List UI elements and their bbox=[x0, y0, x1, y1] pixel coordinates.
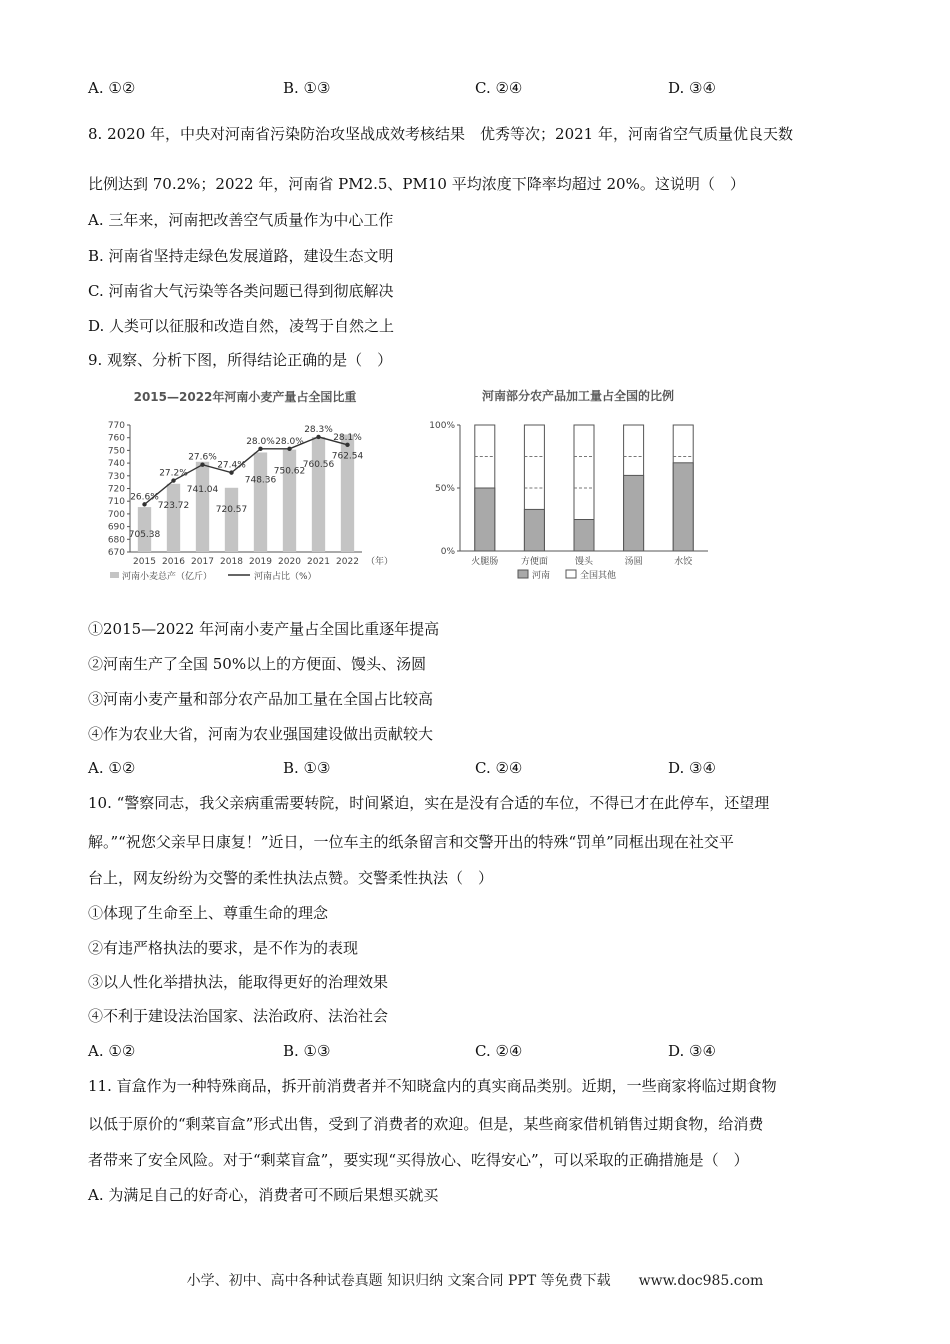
x-tick-label: 2019 bbox=[249, 557, 272, 567]
legend-line-label: 河南占比（%） bbox=[254, 572, 317, 582]
wheat-output-bar bbox=[196, 462, 209, 552]
bar-value-label: 750.62 bbox=[273, 466, 306, 477]
chart-title: 2015—2022年河南小麦产量占全国比重 bbox=[133, 390, 357, 404]
share-label: 28.1% bbox=[333, 432, 362, 443]
share-label: 26.6% bbox=[130, 492, 159, 503]
y-tick-label: 750 bbox=[107, 446, 125, 457]
q10-statement-3: ③以人性化举措执法，能取得更好的治理效果 bbox=[88, 973, 389, 991]
bar-value-label: 720.57 bbox=[215, 504, 248, 515]
q8-option-d[interactable]: D. 人类可以征服和改造自然，凌驾于自然之上 bbox=[88, 317, 395, 335]
q7-option-b[interactable]: B. ①③ bbox=[283, 79, 331, 97]
henan-segment bbox=[524, 509, 544, 551]
share-point bbox=[316, 435, 320, 439]
y-tick-label: 760 bbox=[107, 433, 125, 444]
bar-value-label: 741.04 bbox=[186, 484, 219, 495]
x-tick-label: 2021 bbox=[307, 557, 330, 567]
wheat-output-bar bbox=[167, 484, 180, 552]
q10-statement-2: ②有违严格执法的要求，是不作为的表现 bbox=[88, 939, 359, 957]
x-tick-label: 馒头 bbox=[574, 557, 594, 567]
share-point bbox=[200, 462, 204, 466]
y-tick-label: 730 bbox=[107, 471, 125, 482]
wheat-output-bar bbox=[225, 488, 238, 552]
y-tick-label: 700 bbox=[107, 509, 125, 520]
share-point bbox=[258, 447, 262, 451]
bar-value-label: 705.38 bbox=[128, 530, 161, 541]
y-tick-label: 680 bbox=[107, 535, 125, 546]
q11-stem-line-3: 者带来了安全风险。对于“剩菜盲盒”，要实现“买得放心、吃得安心”，可以采取的正确措施是（ ） bbox=[88, 1151, 749, 1169]
legend-henan-label: 河南 bbox=[532, 571, 551, 581]
share-point bbox=[229, 470, 233, 474]
bar-value-label: 748.36 bbox=[244, 475, 277, 486]
q10-option-d[interactable]: D. ③④ bbox=[668, 1042, 716, 1060]
share-label: 28.0% bbox=[275, 436, 304, 447]
henan-segment bbox=[475, 488, 495, 551]
share-label: 28.0% bbox=[246, 436, 275, 447]
legend-henan-swatch bbox=[518, 570, 528, 578]
x-tick-label: 2020 bbox=[278, 557, 301, 567]
q8-stem-line-1: 8. 2020 年，中央对河南省污染防治攻坚战成效考核结果 优秀等次；2021 年，河南省空气质量优良天数 bbox=[88, 125, 793, 143]
bar-value-label: 762.54 bbox=[331, 451, 364, 462]
q11-stem-line-1: 11. 盲盒作为一种特殊商品，拆开前消费者并不知晓盒内的真实商品类别。近期，一些商家将临过期食物 bbox=[88, 1077, 777, 1095]
henan-segment bbox=[574, 520, 594, 552]
wheat-output-bar bbox=[283, 450, 296, 552]
y-tick-label: 770 bbox=[107, 421, 125, 431]
q10-stem-line-1: 10. “警察同志，我父亲病重需要转院，时间紧迫，实在是没有合适的车位，不得已才在此停车，还望理 bbox=[88, 794, 770, 812]
q10-statement-1: ①体现了生命至上、尊重生命的理念 bbox=[88, 904, 329, 922]
x-tick-label: 2022 bbox=[336, 557, 359, 567]
q9-stem: 9. 观察、分析下图，所得结论正确的是（ ） bbox=[88, 351, 393, 369]
q9-statement-3: ③河南小麦产量和部分农产品加工量在全国占比较高 bbox=[88, 690, 434, 708]
q10-stem-line-3: 台上，网友纷纷为交警的柔性执法点赞。交警柔性执法（ ） bbox=[88, 869, 494, 887]
henan-segment bbox=[624, 475, 644, 551]
q10-stem-line-2: 解。”“祝您父亲早日康复！”近日，一位车主的纸条留言和交警开出的特殊“罚单”同框出现在社交平 bbox=[88, 833, 734, 851]
x-tick-label: 方便面 bbox=[520, 557, 548, 567]
share-point bbox=[142, 502, 146, 506]
q9-statement-2: ②河南生产了全国 50%以上的方便面、馒头、汤圆 bbox=[88, 655, 427, 673]
q10-option-b[interactable]: B. ①③ bbox=[283, 1042, 331, 1060]
processing-share-chart bbox=[420, 380, 720, 590]
q11-stem-line-2: 以低于原价的“剩菜盲盒”形式出售，受到了消费者的欢迎。但是，某些商家借机销售过期食物，给消费 bbox=[88, 1115, 764, 1133]
q8-stem-line-2: 比例达到 70.2%；2022 年，河南省 PM2.5、PM10 平均浓度下降率均超过 20%。这说明（ ） bbox=[88, 175, 745, 193]
q9-statement-1: ①2015—2022 年河南小麦产量占全国比重逐年提高 bbox=[88, 620, 440, 638]
share-point bbox=[345, 443, 349, 447]
legend-bar-swatch bbox=[110, 572, 119, 578]
share-label: 27.6% bbox=[188, 452, 217, 463]
q8-option-b[interactable]: B. 河南省坚持走绿色发展道路，建设生态文明 bbox=[88, 247, 394, 265]
legend-other-label: 全国其他 bbox=[580, 571, 617, 581]
share-label: 28.3% bbox=[304, 424, 333, 435]
y-tick-label: 690 bbox=[107, 522, 125, 533]
q7-option-a[interactable]: A. ①② bbox=[88, 79, 136, 97]
chart-title: 河南部分农产品加工量占全国的比例 bbox=[481, 389, 675, 403]
q10-option-c[interactable]: C. ②④ bbox=[475, 1042, 523, 1060]
wheat-output-bar bbox=[254, 452, 267, 552]
y-tick-label: 670 bbox=[107, 548, 125, 558]
y-tick-label: 710 bbox=[107, 497, 125, 508]
x-tick-label: 2017 bbox=[191, 557, 214, 567]
q8-option-c[interactable]: C. 河南省大气污染等各类问题已得到彻底解决 bbox=[88, 282, 394, 300]
y-tick-label: 0% bbox=[440, 547, 455, 557]
y-tick-label: 100% bbox=[429, 421, 455, 431]
wheat-output-bar bbox=[312, 437, 325, 552]
bar-value-label: 760.56 bbox=[302, 459, 335, 470]
q9-option-b[interactable]: B. ①③ bbox=[283, 759, 331, 777]
x-tick-label: 火腿肠 bbox=[471, 557, 499, 567]
share-label: 27.4% bbox=[217, 460, 246, 471]
x-axis-unit: （年） bbox=[366, 557, 394, 567]
page-footer bbox=[0, 1270, 950, 1290]
henan-segment bbox=[673, 463, 693, 551]
q10-option-a[interactable]: A. ①② bbox=[88, 1042, 136, 1060]
q9-option-d[interactable]: D. ③④ bbox=[668, 759, 716, 777]
x-tick-label: 2016 bbox=[162, 557, 185, 567]
share-label: 27.2% bbox=[159, 468, 188, 479]
x-tick-label: 2018 bbox=[220, 557, 243, 567]
y-tick-label: 50% bbox=[434, 484, 455, 494]
q10-statement-4: ④不利于建设法治国家、法治政府、法治社会 bbox=[88, 1007, 389, 1025]
y-tick-label: 740 bbox=[107, 459, 125, 470]
q9-option-c[interactable]: C. ②④ bbox=[475, 759, 523, 777]
legend-other-swatch bbox=[566, 570, 576, 578]
share-point bbox=[171, 478, 175, 482]
q11-option-a[interactable]: A. 为满足自己的好奇心，消费者可不顾后果想买就买 bbox=[88, 1186, 439, 1204]
bar-value-label: 723.72 bbox=[157, 500, 190, 511]
y-tick-label: 720 bbox=[107, 484, 125, 495]
q9-statement-4: ④作为农业大省，河南为农业强国建设做出贡献较大 bbox=[88, 725, 434, 743]
legend-bar-label: 河南小麦总产（亿斤） bbox=[122, 572, 213, 582]
wheat-share-chart bbox=[100, 380, 400, 590]
q9-option-a[interactable]: A. ①② bbox=[88, 759, 136, 777]
q7-option-c[interactable]: C. ②④ bbox=[475, 79, 523, 97]
footer-text: 小学、初中、高中各种试卷真题 知识归纳 文案合同 PPT 等免费下载 bbox=[186, 1273, 611, 1289]
q7-option-d[interactable]: D. ③④ bbox=[668, 79, 716, 97]
q8-option-a[interactable]: A. 三年来，河南把改善空气质量作为中心工作 bbox=[88, 211, 394, 229]
footer-site-link[interactable]: www.doc985.com bbox=[638, 1273, 764, 1289]
x-tick-label: 水饺 bbox=[674, 557, 693, 567]
x-tick-label: 汤圆 bbox=[624, 557, 643, 567]
share-point bbox=[287, 447, 291, 451]
x-tick-label: 2015 bbox=[133, 557, 156, 567]
